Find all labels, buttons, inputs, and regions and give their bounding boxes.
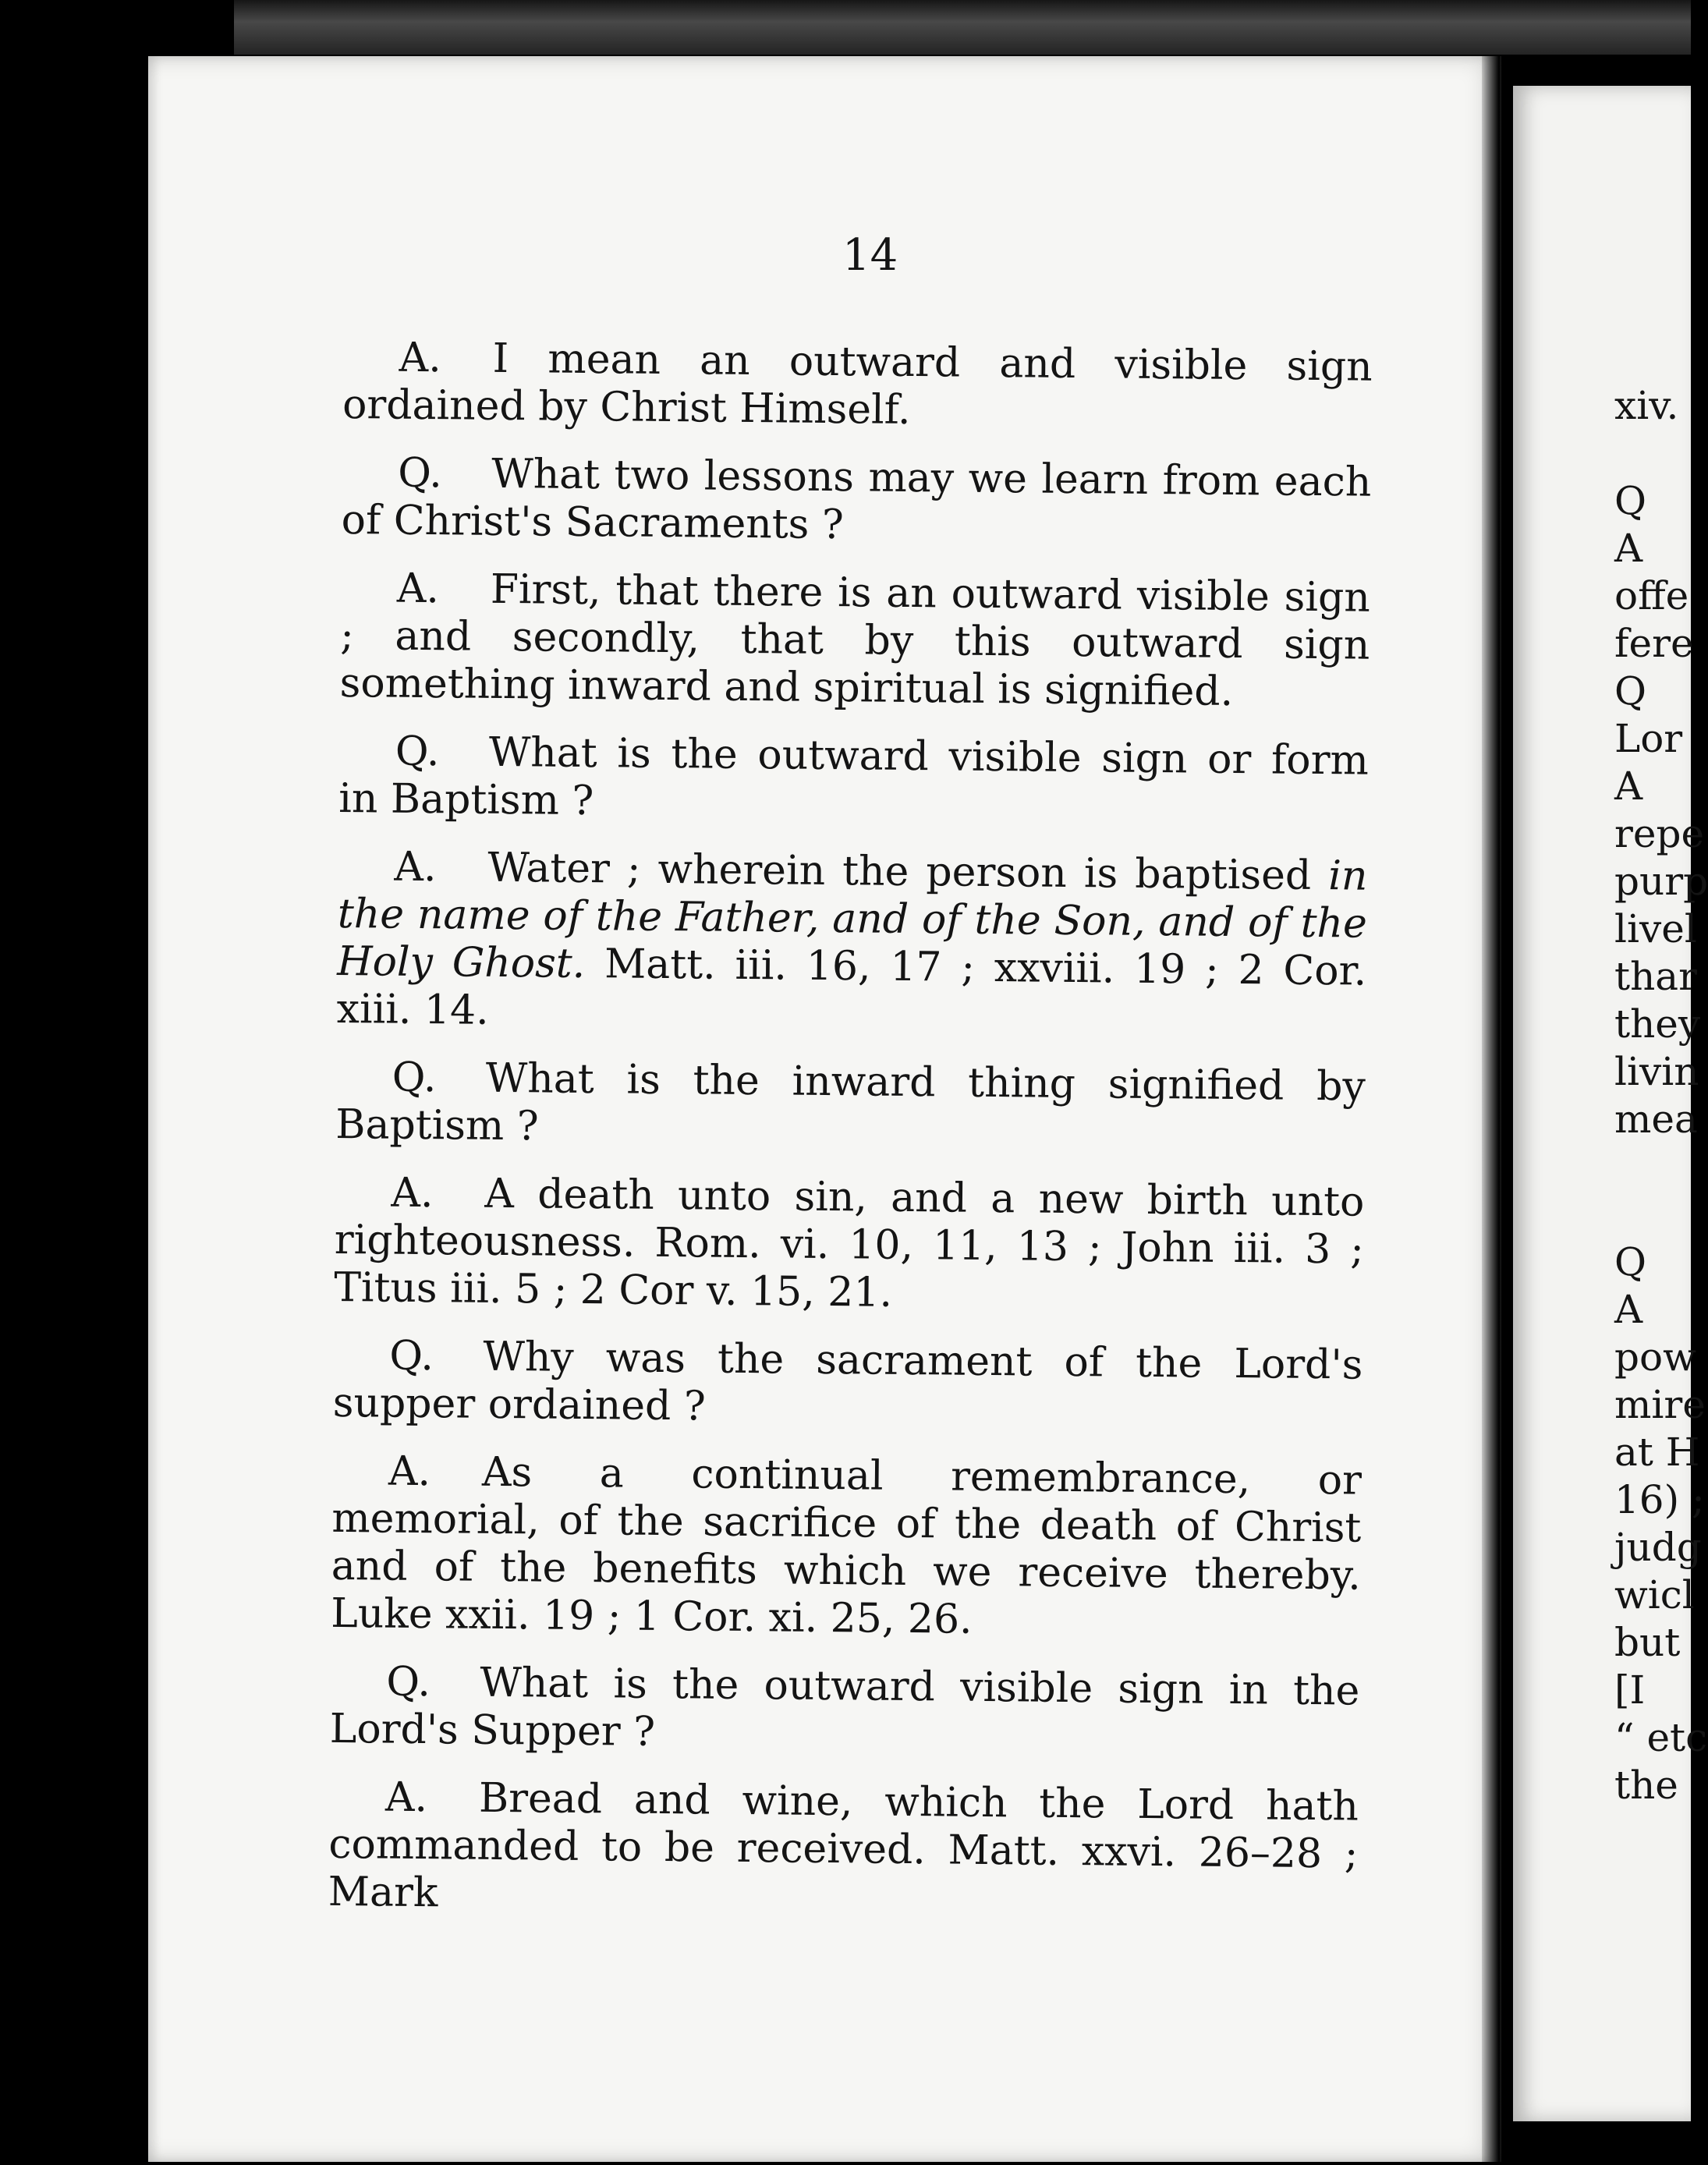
fragment-line: wicl <box>1614 1572 1695 1618</box>
fragment-line: fere <box>1614 621 1694 666</box>
fragment-line: thar <box>1614 954 1698 999</box>
answer-paragraph <box>339 565 1370 718</box>
answer-marker: A. <box>384 1773 428 1822</box>
paragraph-text: I mean an outward and visible sign ordained by Christ Himself. <box>342 335 1373 434</box>
fragment-line <box>1614 430 1691 477</box>
question-paragraph <box>341 449 1371 555</box>
question-marker: Q. <box>386 1658 431 1706</box>
fragment-line: repe <box>1614 811 1705 856</box>
italic-formula: in the name of the Father, and of the Son, and of the Holy Ghost. <box>336 852 1368 988</box>
answer-paragraph <box>331 1447 1362 1648</box>
fragment-line: Lor <box>1614 716 1683 761</box>
fragment-line <box>1614 1143 1691 1191</box>
question-paragraph <box>330 1658 1360 1763</box>
paragraph-text: What is the outward visible sign or form in Baptism ? <box>338 728 1370 825</box>
answer-paragraph <box>336 843 1367 1044</box>
fragment-line: livin <box>1614 1049 1699 1094</box>
answer-marker: A. <box>394 843 437 891</box>
fragment-line: xiv. <box>1614 383 1679 428</box>
scripture-reference: Matt. iii. 16, 17 ; xxviii. 19 ; 2 Cor. xiii. 14. <box>336 941 1367 1034</box>
fragment-line: livel <box>1614 906 1697 951</box>
fragment-line: at H <box>1614 1430 1700 1475</box>
fragment-line: A <box>1614 764 1643 809</box>
answer-paragraph <box>342 334 1373 439</box>
fragment-line: the <box>1614 1763 1678 1808</box>
fragment-line: offe <box>1614 573 1689 618</box>
question-paragraph <box>335 1054 1366 1159</box>
question-marker: Q. <box>389 1332 434 1380</box>
paragraph-text: Bread and wine, which the Lord hath commanded to be received. Matt. xxvi. 26–28 ; Mark <box>328 1774 1359 1917</box>
answer-marker: A. <box>388 1447 431 1496</box>
answer-marker: A. <box>396 565 440 613</box>
paragraph-text: A death unto sin, and a new birth unto righteousness. Rom. vi. 10, 11, 13 ; John iii. 3 ; Titus iii. 5 ; 2 Cor v. 15, 21. <box>333 1170 1365 1316</box>
answer-marker: A. <box>391 1169 434 1217</box>
fragment-line: mire <box>1614 1382 1706 1427</box>
right-page-fragments <box>1614 382 1708 1809</box>
page-number: 14 <box>842 230 898 281</box>
paragraph-text: Water ; wherein the person is baptised <box>487 844 1329 900</box>
fragment-line: purp <box>1614 859 1708 904</box>
question-marker: Q. <box>395 728 440 776</box>
fragment-line: “ etc <box>1614 1715 1708 1760</box>
fragment-line: but <box>1614 1620 1681 1665</box>
fragment-line: Q <box>1614 478 1646 523</box>
fragment-line: mea <box>1614 1097 1698 1142</box>
question-marker: Q. <box>392 1054 437 1102</box>
paragraph-text: Why was the sacrament of the Lord's supper ordained ? <box>332 1333 1363 1430</box>
page-top-edge <box>234 0 1691 55</box>
fragment-line: A <box>1614 1287 1643 1332</box>
question-marker: Q. <box>398 449 443 498</box>
fragment-line: judg <box>1614 1525 1702 1570</box>
question-paragraph <box>338 728 1369 833</box>
fragment-line: Q <box>1614 1239 1646 1284</box>
paragraph-text: First, that there is an outward visible sign ; and secondly, that by this outward sign something inward and spiritual is signified. <box>339 565 1371 715</box>
paragraph-text: What is the outward visible sign in the Lord's Supper ? <box>329 1659 1360 1756</box>
fragment-line: [I <box>1614 1667 1646 1713</box>
answer-marker: A. <box>399 334 442 382</box>
fragment-line: pow <box>1614 1334 1696 1380</box>
fragment-line: Q <box>1614 668 1646 714</box>
book-gutter <box>1482 56 1513 2162</box>
fragment-line: A <box>1614 526 1643 571</box>
paragraph-text: What is the inward thing signified by Baptism ? <box>335 1054 1366 1150</box>
fragment-line: they <box>1614 1001 1701 1047</box>
answer-paragraph <box>328 1773 1359 1926</box>
fragment-line: 16) ; <box>1614 1477 1705 1522</box>
question-paragraph <box>333 1332 1363 1437</box>
fragment-line <box>1614 1191 1691 1238</box>
catechism-text <box>328 334 1373 1947</box>
paragraph-text: What two lessons may we learn from each of Christ's Sacraments ? <box>341 450 1372 549</box>
answer-paragraph <box>334 1169 1365 1322</box>
paragraph-text: As a continual remembrance, or memorial, of the sacrifice of the death of Christ and of the benefits which we receive thereby. Luke xxii. 19 ; 1 Cor. xi. 25, 26. <box>330 1448 1363 1643</box>
